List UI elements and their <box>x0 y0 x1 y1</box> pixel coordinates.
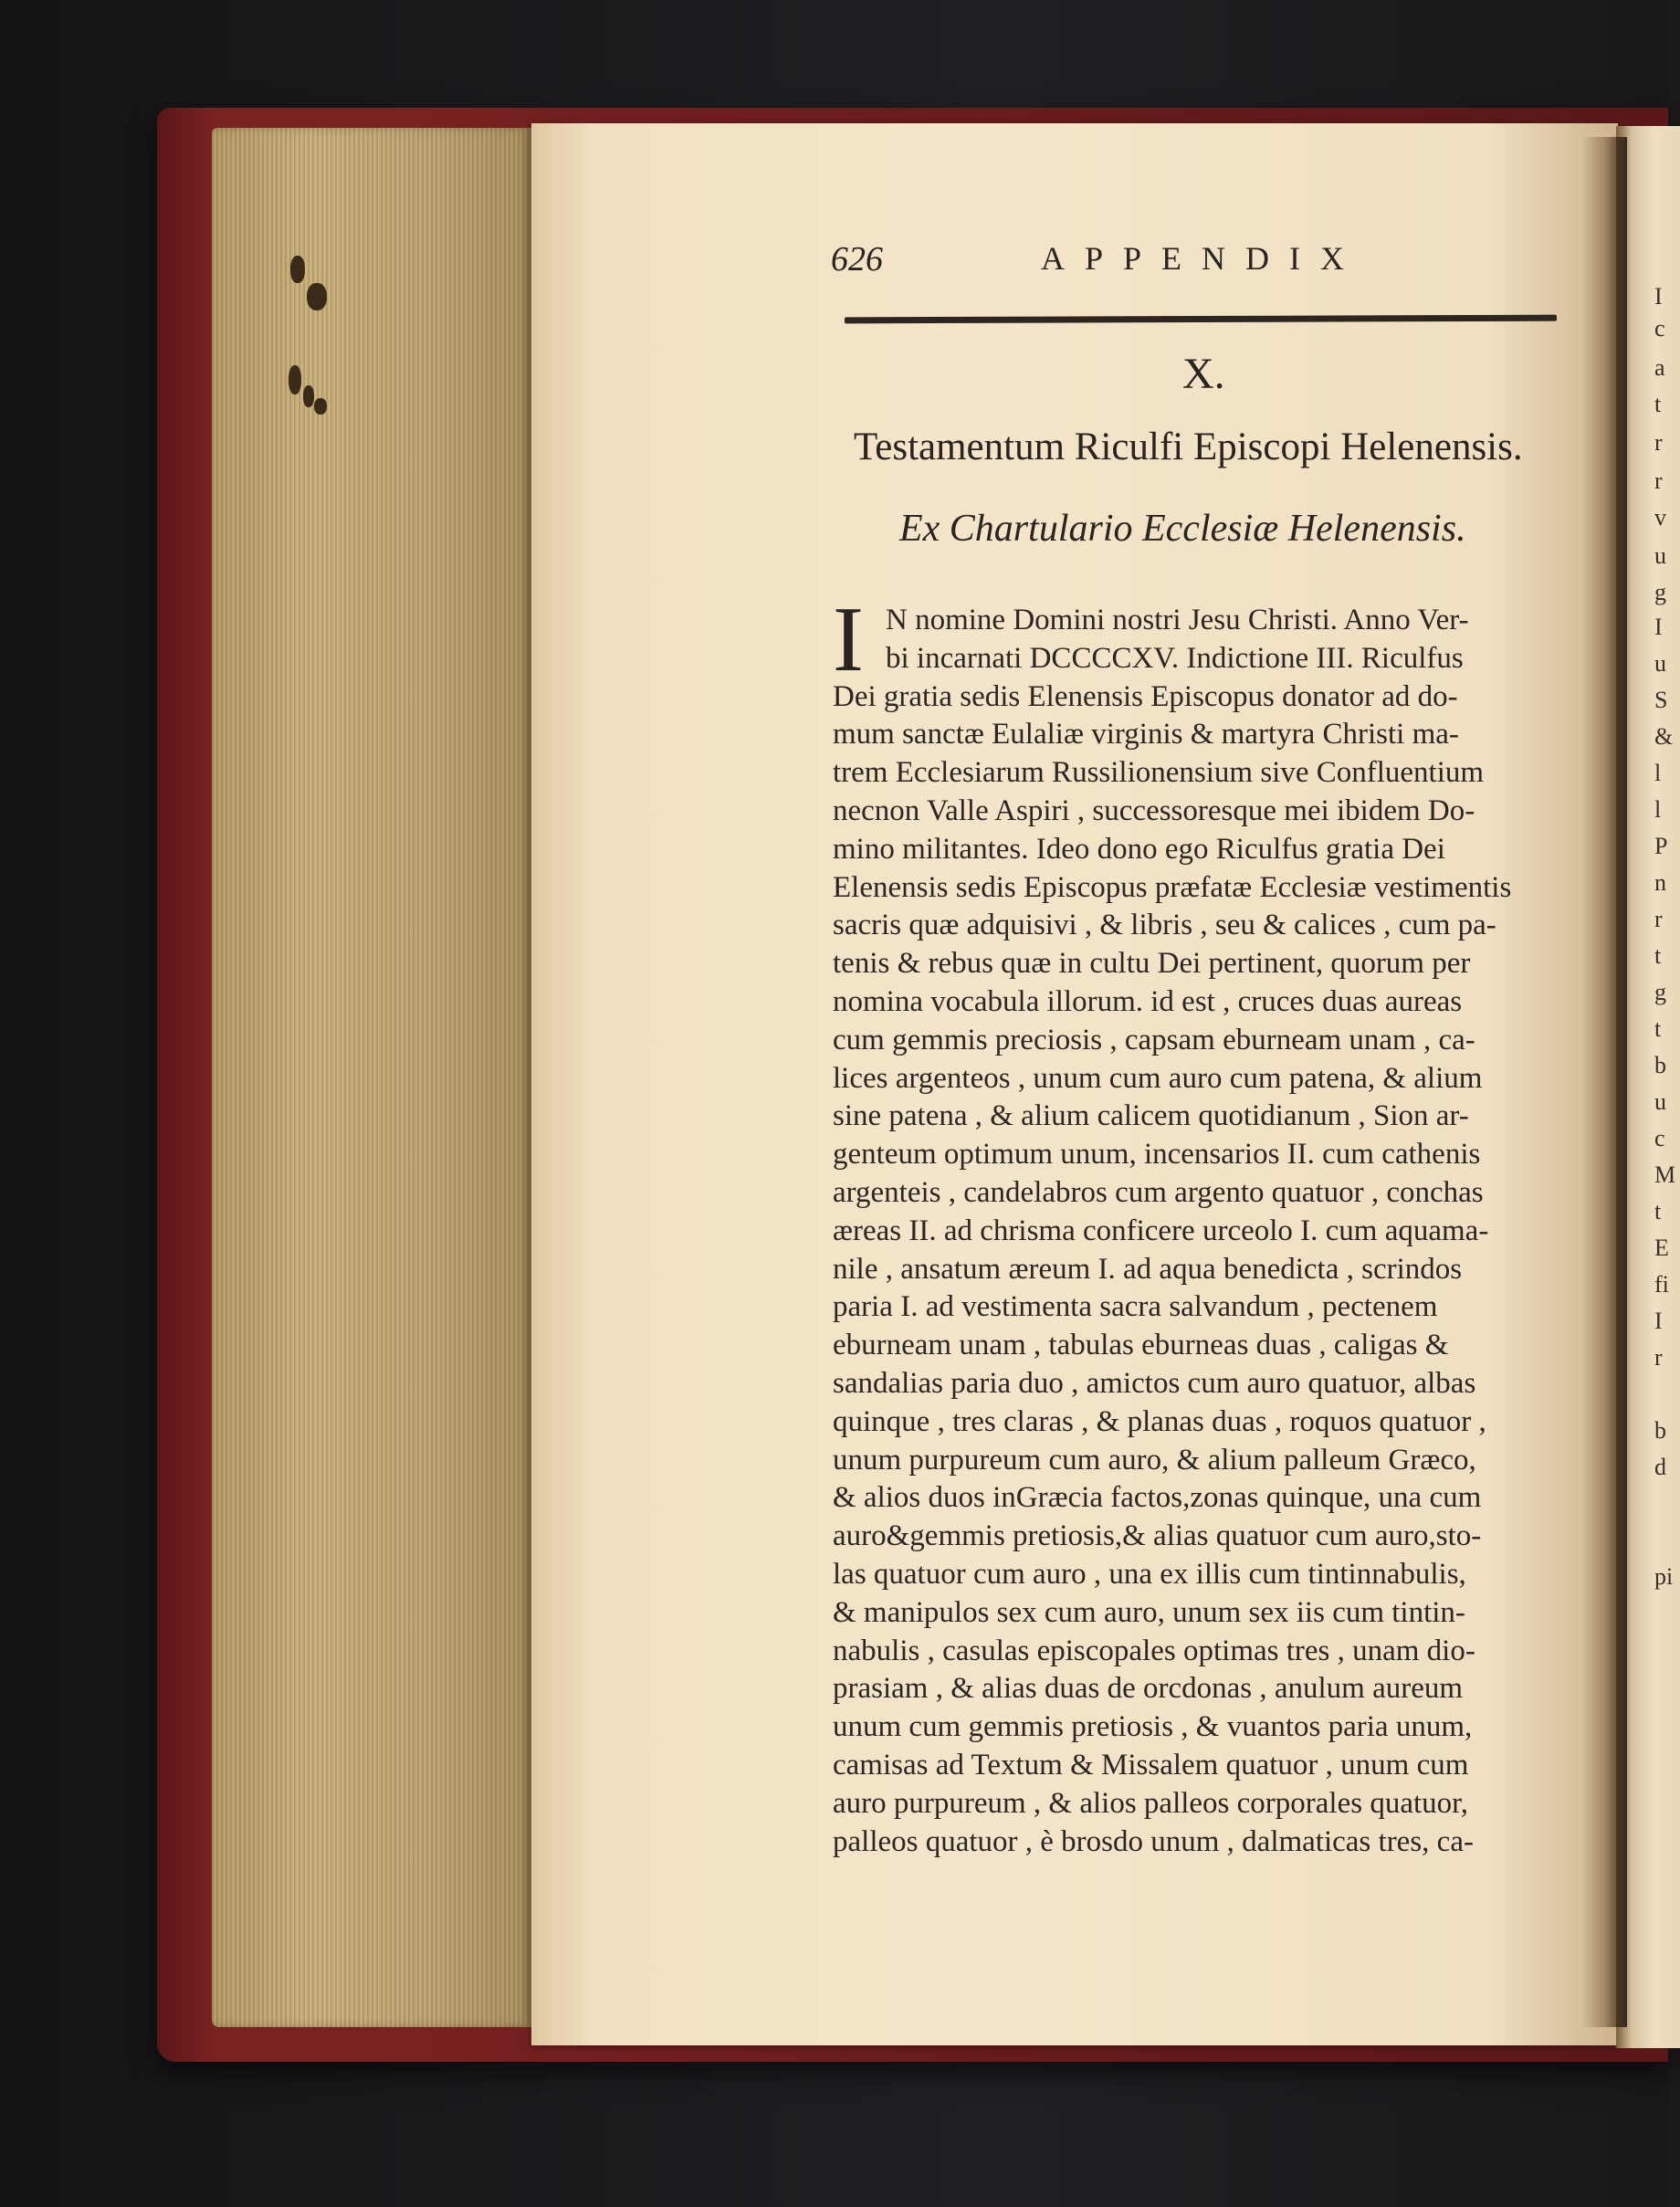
page-header <box>831 239 1543 294</box>
text-line: unum cum gemmis pretiosis , & vuantos paria unum, <box>833 1710 1473 1744</box>
document-title: Testamentum Riculfi Episcopi Helenensis. <box>854 426 1523 468</box>
text-line: & manipulos sex cum auro, unum sex iis cum tintin- <box>833 1595 1465 1629</box>
facing-page-glyph: fi <box>1654 1271 1669 1298</box>
drop-cap: I <box>833 588 864 691</box>
body-text <box>833 588 1554 1861</box>
facing-page-glyph: n <box>1654 869 1666 896</box>
text-line: eburneam unam , tabulas eburneas duas , caligas & <box>833 1329 1449 1362</box>
text-line: bi incarnati DCCCCXV. Indictione III. Riculfus <box>886 641 1464 675</box>
text-line: lices argenteos , unum cum auro cum patena, & alium <box>833 1061 1483 1095</box>
facing-page-glyph: P <box>1654 833 1668 859</box>
facing-page-glyph: l <box>1654 760 1662 786</box>
text-line: Dei gratia sedis Elenensis Episcopus donator ad do- <box>833 679 1458 713</box>
text-line: paria I. ad vestimenta sacra salvandum , pectenem <box>833 1290 1438 1324</box>
facing-page-glyph: b <box>1654 1417 1666 1444</box>
ink-mark <box>307 283 327 310</box>
text-line: sine patena , & alium calicem quotidianum , Sion ar- <box>833 1099 1469 1133</box>
text-line: sandalias paria duo , amictos cum auro quatuor, albas <box>833 1366 1476 1400</box>
text-line: Elenensis sedis Episcopus præfatæ Ecclesiæ vestimentis <box>833 870 1512 904</box>
text-line: N nomine Domini nostri Jesu Christi. Anno Ver- <box>886 604 1469 636</box>
ink-mark <box>289 365 301 394</box>
facing-page-glyph: g <box>1654 579 1666 605</box>
text-line: auro&gemmis pretiosis,& alias quatuor cum auro,sto- <box>833 1519 1482 1553</box>
facing-page-glyph: v <box>1654 504 1666 531</box>
facing-page-glyph: & <box>1654 723 1674 750</box>
text-line: nabulis , casulas episcopales optimas tres , unam dio- <box>833 1634 1475 1667</box>
text-line: quinque , tres claras , & planas duas , roquos quatuor , <box>833 1404 1486 1438</box>
facing-page-glyph: a <box>1654 354 1665 381</box>
text-line: mum sanctæ Eulaliæ virginis & martyra Christi ma- <box>833 718 1459 751</box>
facing-page-glyph: I <box>1654 614 1663 640</box>
ink-mark <box>314 398 327 415</box>
text-line: trem Ecclesiarum Russilionensium sive Confluentium <box>833 756 1485 790</box>
text-line: æreas II. ad chrisma conficere urceolo I. cum aquama- <box>833 1214 1489 1247</box>
facing-page-glyph: pi <box>1654 1563 1674 1590</box>
facing-page-glyph: t <box>1654 942 1662 969</box>
text-line: necnon Valle Aspiri , successoresque mei ibidem Do- <box>833 793 1475 827</box>
text-line: & alios duos inGræcia factos,zonas quinque, una cum <box>833 1481 1482 1515</box>
facing-page-glyph: r <box>1654 468 1663 494</box>
page-gutter-shadow <box>1581 137 1627 2027</box>
facing-page-glyph: g <box>1654 979 1666 1005</box>
facing-page-glyph: l <box>1654 796 1662 823</box>
facing-page-glyph: u <box>1654 542 1666 569</box>
page-block-edges <box>212 128 531 2027</box>
facing-page-glyph: b <box>1654 1052 1666 1078</box>
facing-page-glyph: r <box>1654 429 1663 456</box>
text-line: las quatuor cum auro , una ex illis cum tintinnabulis, <box>833 1557 1466 1591</box>
facing-page-glyph: r <box>1654 906 1663 932</box>
facing-page-glyph: c <box>1654 315 1665 342</box>
facing-page-glyph: t <box>1654 1015 1662 1042</box>
text-line: nomina vocabula illorum. id est , cruces duas aureas <box>833 984 1463 1018</box>
facing-page-glyph: c <box>1654 1125 1665 1151</box>
text-line: genteum optimum unum, incensarios II. cum cathenis <box>833 1138 1481 1172</box>
facing-page-glyph: I <box>1654 283 1663 310</box>
text-line: camisas ad Textum & Missalem quatuor , unum cum <box>833 1748 1469 1781</box>
text-line: palleos quatuor , è brosdo unum , dalmaticas tres, ca- <box>833 1824 1474 1858</box>
facing-page-glyph: u <box>1654 650 1666 677</box>
text-line: cum gemmis preciosis , capsam eburneam unam , ca- <box>833 1023 1475 1056</box>
ink-mark <box>303 385 314 407</box>
text-line: sacris quæ adquisivi , & libris , seu & calices , cum pa- <box>833 909 1496 942</box>
facing-page-glyph: r <box>1654 1344 1663 1371</box>
document-source: Ex Chartulario Ecclesiæ Helenensis. <box>899 508 1466 550</box>
facing-page-glyph: d <box>1654 1454 1666 1480</box>
facing-page-glyph: t <box>1654 391 1662 417</box>
text-line: nile , ansatum æreum I. ad aqua benedicta , scrindos <box>833 1252 1463 1286</box>
facing-page-glyph: S <box>1654 687 1668 713</box>
text-line: unum purpureum cum auro, & alium palleum Græco, <box>833 1443 1476 1477</box>
facing-page-glyph: M <box>1654 1161 1676 1188</box>
facing-page-glyph: t <box>1654 1198 1662 1224</box>
text-line: mino militantes. Ideo dono ego Riculfus gratia Dei <box>833 832 1445 866</box>
text-line: auro purpureum , & alios palleos corporales quatuor, <box>833 1786 1469 1820</box>
text-line: tenis & rebus quæ in cultu Dei pertinent, quorum per <box>833 947 1471 981</box>
text-line: prasiam , & alias duas de orcdonas , anulum aureum <box>833 1672 1464 1706</box>
section-number: X. <box>1182 350 1225 398</box>
facing-page-glyph: I <box>1654 1308 1663 1334</box>
ink-mark <box>290 256 305 283</box>
page-number: 626 <box>831 240 883 279</box>
text-line: argenteis , candelabros cum argento quatuor , conchas <box>833 1175 1484 1209</box>
facing-page-glyph: E <box>1654 1235 1669 1261</box>
facing-page-glyph: u <box>1654 1088 1666 1115</box>
running-head: APPENDIX <box>1041 240 1365 277</box>
